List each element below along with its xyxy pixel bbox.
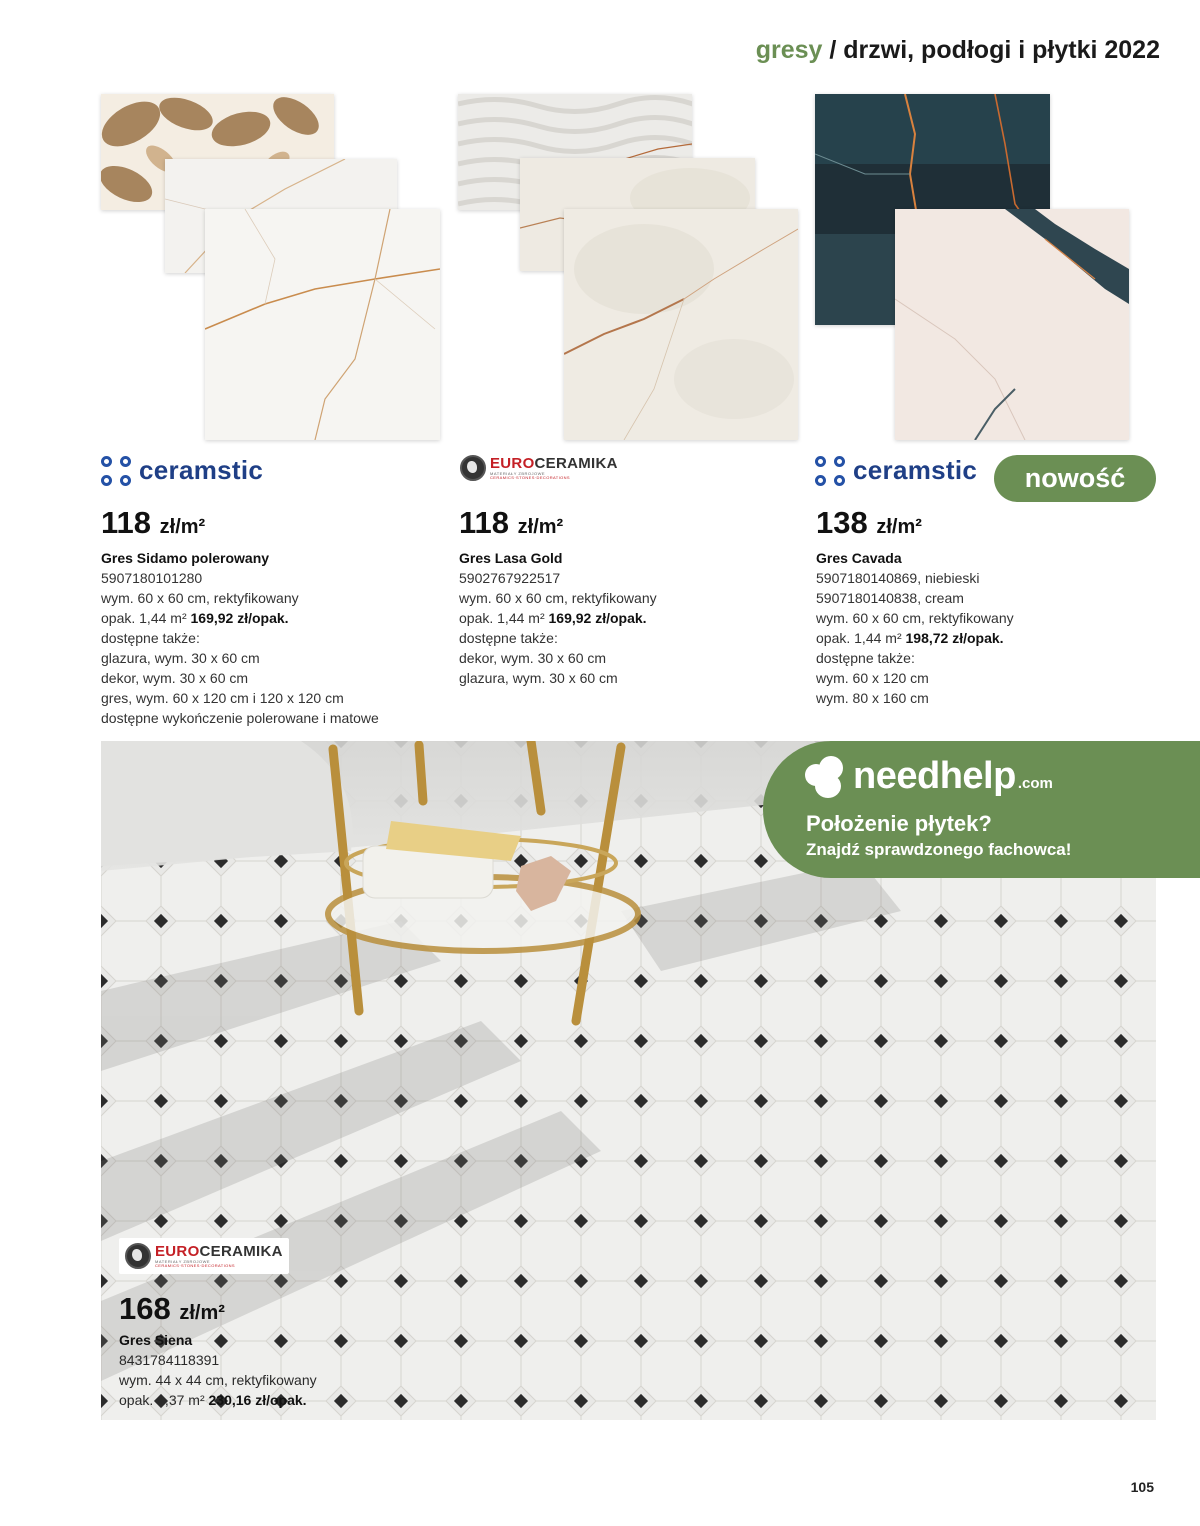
pack-price: 169,92 zł/opak. (190, 610, 289, 626)
needhelp-subline: Znajdź sprawdzonego fachowca! (806, 840, 1072, 859)
product-pack (816, 628, 1156, 648)
extra-line: dostępne także: (101, 630, 200, 646)
pack-size: opak. 1,44 m² (816, 630, 902, 646)
price-value: 118 (101, 505, 152, 540)
price (119, 1292, 317, 1330)
pack-price: 230,16 zł/opak. (208, 1392, 307, 1408)
needhelp-domain: .com (1017, 775, 1053, 792)
category-label: gresy (755, 36, 823, 64)
ceramstic-logo-2 (815, 455, 977, 486)
tile-lasa-floor (564, 209, 798, 440)
product-siena (119, 1292, 317, 1410)
ceramstic-mark-icon (815, 456, 845, 486)
extra-line: wym. 60 x 120 cm (816, 670, 929, 686)
product-ean: 5902767922517 (459, 570, 561, 586)
extra-line: gres, wym. 60 x 120 cm i 120 x 120 cm (101, 690, 344, 706)
extra-line: glazura, wym. 30 x 60 cm (459, 670, 618, 686)
product-lasa-gold (459, 506, 799, 688)
extra-line: dekor, wym. 30 x 60 cm (101, 670, 249, 686)
product-size: wym. 44 x 44 cm, rektyfikowany (119, 1372, 317, 1388)
page-number: 105 (1130, 1479, 1154, 1495)
extra-line: glazura, wym. 30 x 60 cm (101, 650, 260, 666)
euroceramika-logo-2 (119, 1238, 289, 1274)
tile-sidamo-floor (205, 209, 440, 440)
needhelp-headline: Położenie płytek? (806, 811, 992, 836)
euroceramika-tagline: CERAMICS·STONES·DECORATIONS (490, 475, 570, 480)
price (459, 506, 799, 544)
euroceramika-tagline: CERAMICS·STONES·DECORATIONS (155, 1263, 235, 1268)
page-title: / drzwi, podłogi i płytki 2022 (829, 36, 1160, 64)
tile-cavada-cream (895, 209, 1129, 440)
product-name: Gres Cavada (816, 550, 902, 566)
product-sidamo (101, 506, 441, 728)
euroceramika-subtitle: MATERIAŁY ZBROJOWE (490, 471, 546, 476)
page-header (756, 36, 1160, 65)
product-name: Gres Siena (119, 1332, 193, 1348)
needhelp-logo (805, 755, 1053, 798)
extra-line: dostępne także: (816, 650, 915, 666)
product-ean-2: 5907180140838, cream (816, 590, 964, 606)
product-size: wym. 60 x 60 cm, rektyfikowany (101, 590, 299, 606)
product-name: Gres Lasa Gold (459, 550, 563, 566)
price-unit: zł/m² (876, 516, 922, 538)
extra-line: wym. 80 x 160 cm (816, 690, 929, 706)
new-badge: nowość (994, 455, 1156, 502)
product-ean: 5907180140869, niebieski (816, 570, 980, 586)
price (816, 506, 1156, 544)
ceramstic-mark-icon (101, 456, 131, 486)
ceramstic-wordmark: ceramstic (853, 455, 978, 485)
price-unit: zł/m² (159, 516, 206, 538)
pack-size: opak. 1,44 m² (459, 610, 545, 626)
product-ean: 8431784118391 (119, 1352, 220, 1368)
pack-price: 169,92 zł/opak. (548, 610, 647, 626)
extra-line: dekor, wym. 30 x 60 cm (459, 650, 607, 666)
price-value: 138 (816, 505, 868, 540)
euro-wordmark: EURO (155, 1243, 200, 1260)
product-pack (459, 608, 799, 628)
needhelp-banner[interactable] (763, 741, 1200, 878)
price (101, 506, 441, 544)
product-pack (101, 608, 441, 628)
globe-icon (125, 1243, 151, 1269)
pack-size: opak. 1,44 m² (101, 610, 187, 626)
price-value: 118 (459, 505, 510, 540)
product-ean: 5907180101280 (101, 570, 203, 586)
ceramika-wordmark: CERAMIKA (199, 1243, 283, 1260)
product-name: Gres Sidamo polerowany (101, 550, 270, 566)
ceramstic-wordmark: ceramstic (139, 455, 264, 485)
ceramstic-logo-1 (101, 455, 263, 486)
pack-price: 198,72 zł/opak. (905, 630, 1004, 646)
euro-wordmark: EURO (490, 455, 535, 472)
needhelp-icon (805, 756, 847, 798)
product-pack (119, 1390, 317, 1410)
price-value: 168 (119, 1291, 171, 1326)
product-cavada (816, 506, 1156, 708)
globe-icon (460, 455, 486, 481)
price-unit: zł/m² (517, 516, 564, 538)
extra-line: dostępne także: (459, 630, 558, 646)
price-unit: zł/m² (179, 1302, 225, 1324)
pack-size: opak. 1,37 m² (119, 1392, 205, 1408)
needhelp-wordmark: needhelp (853, 755, 1016, 797)
euroceramika-logo-1 (460, 453, 618, 483)
product-size: wym. 60 x 60 cm, rektyfikowany (459, 590, 657, 606)
extra-line: dostępne wykończenie polerowane i matowe (101, 710, 379, 726)
ceramika-wordmark: CERAMIKA (534, 455, 618, 472)
euroceramika-subtitle: MATERIAŁY ZBROJOWE (155, 1259, 211, 1264)
product-size: wym. 60 x 60 cm, rektyfikowany (816, 610, 1014, 626)
